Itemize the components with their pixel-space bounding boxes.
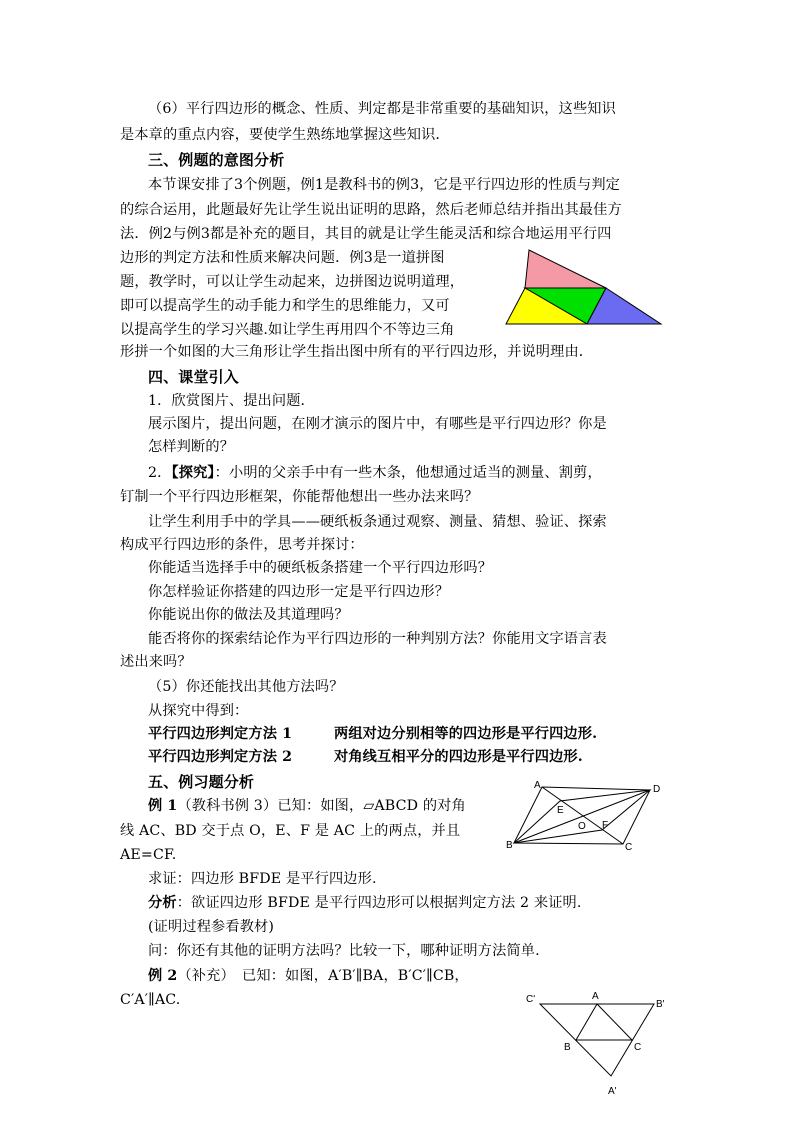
example-2-line-2: C′A′∥AC. — [120, 992, 181, 1008]
label-c-mid: C — [634, 1042, 642, 1053]
para-intent-line-5: 题，教学时，可以让学生动起来，边拼图边说明道理， — [120, 274, 465, 290]
activity-line-2: 构成平行四边形的条件，思考并探讨： — [120, 537, 364, 553]
triangle-puzzle-figure — [504, 248, 664, 330]
example-1-line-1 — [148, 795, 466, 817]
example-1-analysis — [148, 892, 582, 914]
step-2-number: 2． — [148, 465, 172, 481]
method-2-label: 平行四边形判定方法 2 — [148, 749, 293, 765]
triangle-abc-figure — [524, 990, 674, 1100]
parallelogram-abcd-figure — [504, 778, 674, 854]
example-1-text: （教科书例 3）已知：如图，▱ABCD 的对角 — [177, 798, 466, 814]
label-c-prime: C' — [526, 994, 536, 1005]
intro-step-1-line-2: 展示图片，提出问题，在刚才演示的图片中，有哪些是平行四边形？你是 — [148, 416, 607, 432]
section-heading-4: 四、课堂引入 — [148, 368, 239, 386]
label-b: B — [506, 840, 513, 851]
activity-line-1: 让学生利用手中的学具——硬纸板条通过观察、测量、猜想、验证、探索 — [148, 514, 607, 530]
intro-step-1-line-3: 怎样判断的？ — [148, 439, 235, 455]
example-2-text: （补充） 已知：如图，A′B′∥BA，B′C′∥CB， — [177, 968, 469, 984]
para-intent-line-4: 边形的判定方法和性质来解决问题．例3是一道拼图 — [120, 250, 445, 266]
question-3: 你能说出你的做法及其道理吗？ — [148, 607, 349, 623]
from-exploration: 从探究中得到： — [148, 703, 249, 719]
example-1-proof-note: (证明过程参看教材) — [148, 919, 275, 935]
example-2-line-1 — [148, 965, 469, 987]
label-e: E — [557, 805, 564, 816]
diagonal-ac — [542, 787, 623, 844]
question-2: 你怎样验证你搭建的四边形一定是平行四边形？ — [148, 584, 450, 600]
explore-tag: 【探究】 — [171, 465, 215, 481]
para-intent-line-3: 法．例2与例3都是补充的题目，其目的就是让学生能灵活和综合地运用平行四 — [120, 226, 612, 242]
section-heading-3: 三、例题的意图分析 — [148, 151, 285, 169]
intro-step-2-line-2: 钉制一个平行四边形框架，你能帮他想出一些办法来吗？ — [120, 489, 479, 505]
analysis-label: 分析 — [148, 895, 177, 911]
method-1-text: 两组对边分别相等的四边形是平行四边形. — [334, 726, 598, 742]
label-a: A — [534, 780, 541, 791]
para-intent-line-2: 的综合运用，此题最好先让学生说出证明的思路，然后老师总结并指出其最佳方 — [120, 202, 622, 218]
example-2-label: 例 2 — [148, 968, 178, 984]
question-5: （5）你还能找出其他方法吗？ — [148, 679, 344, 695]
label-b-prime: B' — [656, 999, 665, 1010]
question-4-line-2: 述出来吗？ — [120, 654, 192, 670]
para-6-line-1: （6）平行四边形的概念、性质、判定都是非常重要的基础知识，这些知识 — [148, 101, 616, 117]
intro-step-1: 1．欣赏图片、提出问题． — [148, 393, 315, 409]
label-f: F — [602, 820, 609, 831]
label-a-top: A — [592, 991, 599, 1002]
puzzle-top-triangle — [525, 250, 606, 288]
section-heading-5: 五、例习题分析 — [148, 773, 255, 791]
label-d: D — [653, 784, 661, 795]
para-6-line-2: 是本章的重点内容，要使学生熟练地掌握这些知识． — [120, 127, 450, 143]
para-intent-line-8: 形拼一个如图的大三角形让学生指出图中所有的平行四边形，并说明理由． — [120, 344, 594, 360]
intro-step-2 — [148, 462, 602, 484]
label-b-mid: B — [564, 1042, 571, 1053]
label-c: C — [625, 842, 633, 853]
question-1: 你能适当选择手中的硬纸板条搭建一个平行四边形吗？ — [148, 560, 493, 576]
question-4-line-1: 能否将你的探索结论作为平行四边形的一种判别方法？你能用文字语言表 — [148, 631, 607, 647]
example-1-line-3: AE=CF. — [120, 847, 177, 863]
example-1-line-2: 线 AC、BD 交于点 O，E、F 是 AC 上的两点，并且 — [120, 823, 461, 839]
para-intent-line-6: 即可以提高学生的动手能力和学生的思维能力，又可 — [120, 298, 450, 314]
label-o: O — [578, 821, 586, 832]
example-1-prove: 求证：四边形 BFDE 是平行四边形. — [148, 871, 377, 887]
inner-triangle — [576, 1004, 632, 1040]
para-intent-line-1: 本节课安排了3个例题，例1是教科书的例3，它是平行四边形的性质与判定 — [148, 177, 620, 193]
analysis-text: ：欲证四边形 BFDE 是平行四边形可以根据判定方法 2 来证明. — [176, 895, 582, 911]
label-a-prime: A' — [608, 1086, 617, 1097]
method-1-label: 平行四边形判定方法 1 — [148, 726, 293, 742]
example-1-label: 例 1 — [148, 798, 178, 814]
example-1-question: 问：你还有其他的证明方法吗？比较一下，哪种证明方法简单. — [148, 943, 540, 959]
method-2-text: 对角线互相平分的四边形是平行四边形. — [334, 749, 583, 765]
step-2-text: ：小明的父亲手中有一些木条，他想通过适当的测量、割剪， — [214, 465, 602, 481]
para-intent-line-7: 以提高学生的学习兴趣.如让学生再用四个不等边三角 — [120, 322, 455, 338]
